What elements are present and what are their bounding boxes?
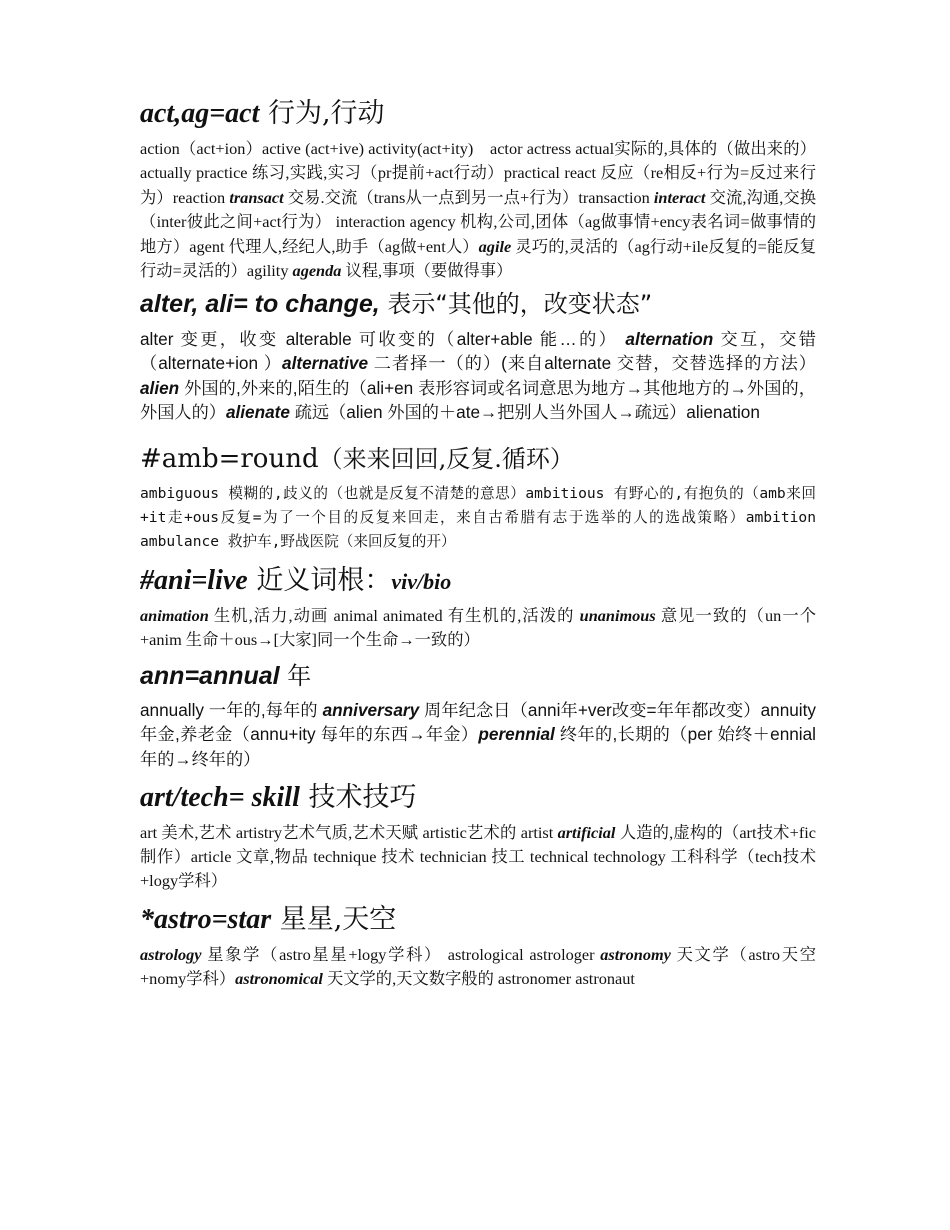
keyword-term: transact bbox=[229, 187, 284, 207]
entry-astro bbox=[140, 902, 816, 992]
definition-text: alter 变更，收变 alterable 可收变的（alter+able 能…的） bbox=[140, 328, 626, 349]
entry-heading bbox=[140, 563, 816, 598]
definition-text: 终年的,长期的（per 始终＋ennial 年的→终年的） bbox=[140, 724, 817, 770]
entry-heading bbox=[140, 780, 816, 815]
keyword-term: alienate bbox=[225, 402, 290, 423]
entry-body bbox=[140, 327, 816, 425]
keyword-term: alien bbox=[140, 377, 180, 398]
root-meaning: （来来回回,反复.循环） bbox=[318, 445, 574, 474]
root-word: *astro=star bbox=[140, 903, 272, 935]
root-word: act,ag=act bbox=[140, 98, 260, 129]
root-word: art/tech= skill bbox=[140, 781, 300, 813]
definition-text: ambiguous 模糊的,歧义的（也就是反复不清楚的意思）ambitious 有野心的,有抱负的（amb来回+it走+ous反复=为了一个目的反复来回走，来自古希腊有志于选举的人的选战策略）ambition ambulance 救护车,野战医院（来回反复的开） bbox=[140, 484, 816, 551]
entry-body bbox=[140, 698, 816, 772]
entry-body bbox=[140, 482, 816, 555]
definition-text: art 美术,艺术 artistry艺术气质,艺术天赋 artistic艺术的 artist bbox=[140, 822, 558, 842]
definition-text: 外国的,外来的,陌生的（ali+en 表形容词或名词意思为地方→其他地方的→外国的，外国人的） bbox=[140, 377, 816, 423]
root-meaning: 表示“其他的，改变状态” bbox=[379, 290, 653, 319]
entry-heading bbox=[140, 96, 816, 131]
entry-heading bbox=[140, 289, 816, 320]
root-meaning: 星星,天空 bbox=[271, 903, 397, 935]
entry-art bbox=[140, 780, 816, 894]
definition-text: 交易.交流（trans从一点到另一点+行为）transaction bbox=[283, 187, 654, 207]
keyword-term: anniversary bbox=[322, 699, 420, 720]
definition-text: 交互，交错（alternate+ion ） bbox=[140, 328, 816, 374]
entry-amb bbox=[140, 443, 816, 555]
definition-text: 天文学的,天文数字般的 astronomer astronaut bbox=[322, 969, 635, 989]
keyword-term: alternation bbox=[625, 328, 714, 349]
keyword-term: agile bbox=[478, 236, 512, 256]
entry-heading bbox=[140, 443, 816, 476]
keyword-term: animation bbox=[140, 605, 209, 625]
definition-text: 二者择一（的）(来自alternate 交替，交替选择的方法） bbox=[368, 353, 816, 374]
keyword-term: interact bbox=[653, 187, 706, 207]
definition-text: 意见一致的（un一个+anim 生命＋ous→[大家]同一个生命→一致的） bbox=[140, 605, 816, 650]
root-word: #amb=round bbox=[140, 444, 319, 475]
root-meaning: 近义词根： bbox=[247, 564, 392, 596]
definition-text: 交流,沟通,交换（inter彼此之间+act行为） interaction agency 机构,公司,团体（ag做事情+ency表名词=做事情的地方）agent 代理人,经纪人,助手（ag做+ent人） bbox=[140, 187, 817, 256]
root-word: #ani=live bbox=[140, 564, 248, 596]
keyword-term: artificial bbox=[557, 822, 616, 842]
definition-text: annually 一年的,每年的 bbox=[140, 699, 323, 720]
definition-text: 周年纪念日（anni年+ver改变=年年都改变）annuity 年金,养老金（annu+ity 每年的东西→年金） bbox=[140, 699, 816, 745]
keyword-term: alternative bbox=[282, 353, 369, 374]
document-content bbox=[140, 96, 816, 992]
keyword-term: agenda bbox=[292, 261, 342, 281]
root-meaning: 行为,行动 bbox=[259, 98, 385, 129]
definition-text: 疏远（alien 外国的＋ate→把别人当外国人→疏远）alienation bbox=[289, 402, 760, 423]
entry-body bbox=[140, 943, 816, 992]
definition-text: 人造的,虚构的（art技术+fic制作）article 文章,物品 technique 技术 technician 技工 technical technology 工科科学（tech技术+logy学科） bbox=[140, 822, 816, 891]
entry-heading bbox=[140, 902, 816, 937]
entry-ani bbox=[140, 563, 816, 653]
entry-body bbox=[140, 137, 816, 283]
entry-body bbox=[140, 821, 816, 894]
keyword-term: unanimous bbox=[579, 605, 656, 625]
definition-text: 生机,活力,动画 animal animated 有生机的,活泼的 bbox=[208, 605, 580, 625]
keyword-term: astrology bbox=[140, 944, 202, 964]
entry-heading bbox=[140, 661, 816, 692]
root-meaning: 年 bbox=[279, 661, 312, 690]
root-meaning: 技术技巧 bbox=[299, 781, 417, 813]
root-word: alter, ali= to change, bbox=[140, 290, 380, 319]
keyword-term: astronomy bbox=[600, 944, 671, 964]
definition-text: 天文学（astro天空+nomy学科） bbox=[140, 944, 816, 989]
entry-alter bbox=[140, 289, 816, 425]
definition-text: action（act+ion）active (act+ive) activity(act+ity) actor actress actual实际的,具体的（做出来的）actually practice 练习,实践,实习（pr提前+act行动）practical react 反应（re相反+行为=反过来行为）reaction bbox=[140, 139, 816, 207]
entry-act bbox=[140, 96, 816, 283]
definition-text: 议程,事项（要做得事） bbox=[341, 261, 513, 281]
root-word: ann=annual bbox=[140, 661, 280, 690]
entry-body bbox=[140, 604, 816, 653]
keyword-term: perennial bbox=[478, 724, 555, 745]
keyword-term: astronomical bbox=[235, 969, 323, 989]
definition-text: 灵巧的,灵活的（ag行动+ile反复的=能反复行动=灵活的）agility bbox=[140, 236, 816, 281]
definition-text: 星象学（astro星星+logy学科） astrological astrologer bbox=[201, 944, 601, 964]
synonym-root: viv/bio bbox=[391, 568, 452, 594]
entry-ann bbox=[140, 661, 816, 772]
